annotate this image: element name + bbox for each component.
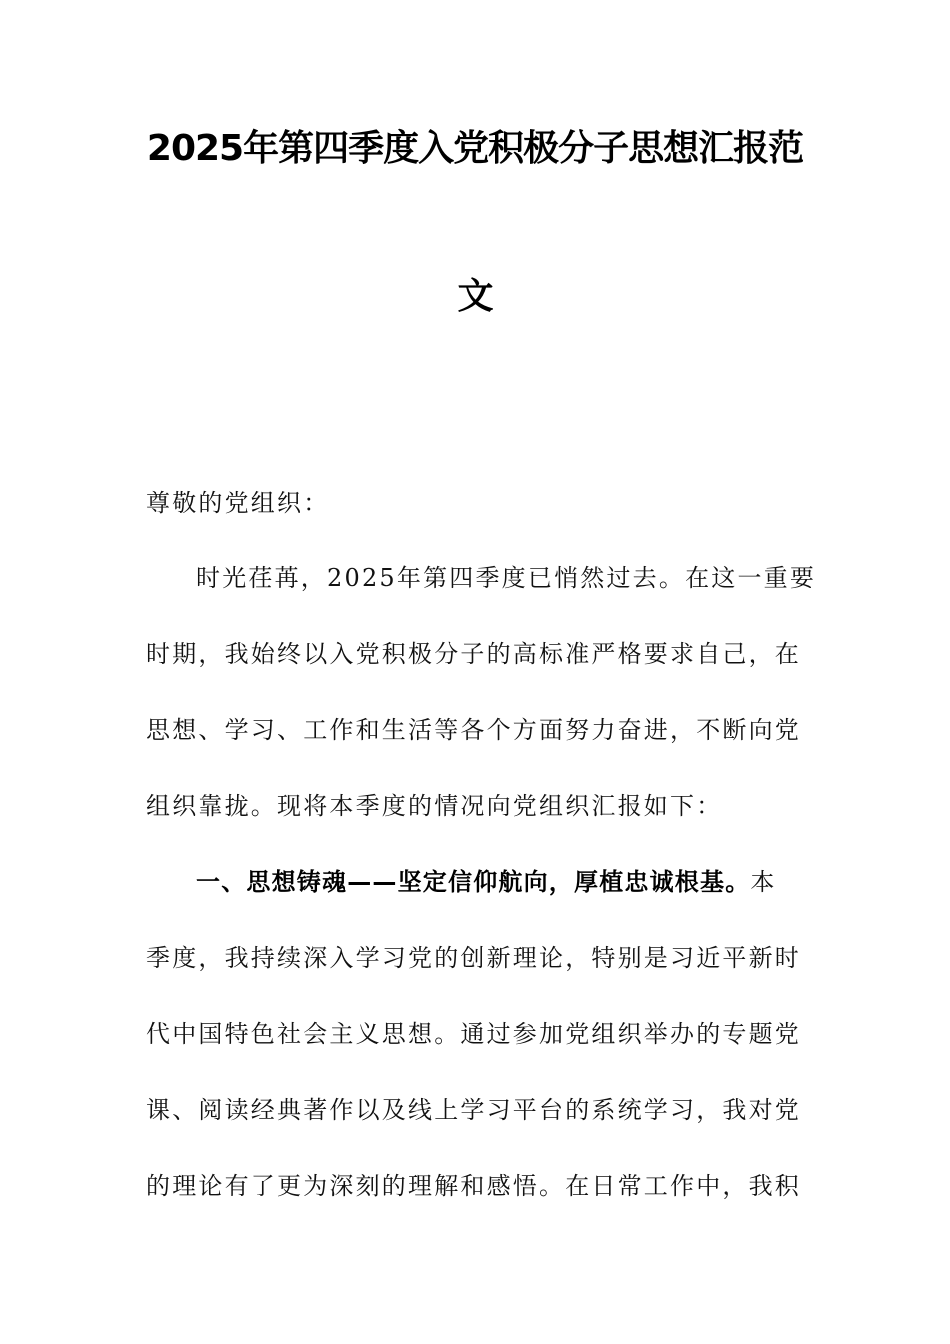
intro-line-2: 时期，我始终以入党积极分子的高标准严格要求自己，在 bbox=[146, 640, 801, 668]
section1-line-3: 课、阅读经典著作以及线上学习平台的系统学习，我对党 bbox=[146, 1096, 801, 1124]
salutation: 尊敬的党组织： bbox=[146, 489, 330, 517]
intro-line-1: 时光荏苒，2025年第四季度已悄然过去。在这一重要 bbox=[196, 564, 817, 592]
section1-heading: 一、思想铸魂——坚定信仰航向，厚植忠诚根基。 bbox=[196, 868, 751, 896]
section1-line-2: 代中国特色社会主义思想。通过参加党组织举办的专题党 bbox=[146, 1020, 801, 1048]
section1-line-4: 的理论有了更为深刻的理解和感悟。在日常工作中，我积 bbox=[146, 1172, 801, 1200]
intro-line-4: 组织靠拢。现将本季度的情况向党组织汇报如下： bbox=[146, 792, 723, 820]
section1-heading-tail: 本 bbox=[750, 868, 777, 896]
section1-line-1: 季度，我持续深入学习党的创新理论，特别是习近平新时 bbox=[146, 944, 801, 972]
section1-first-line bbox=[196, 862, 777, 897]
document-title-line-2: 文 bbox=[457, 276, 493, 317]
intro-line-3: 思想、学习、工作和生活等各个方面努力奋进，不断向党 bbox=[146, 716, 801, 744]
document-title-line-1: 2025年第四季度入党积极分子思想汇报范 bbox=[146, 128, 804, 169]
